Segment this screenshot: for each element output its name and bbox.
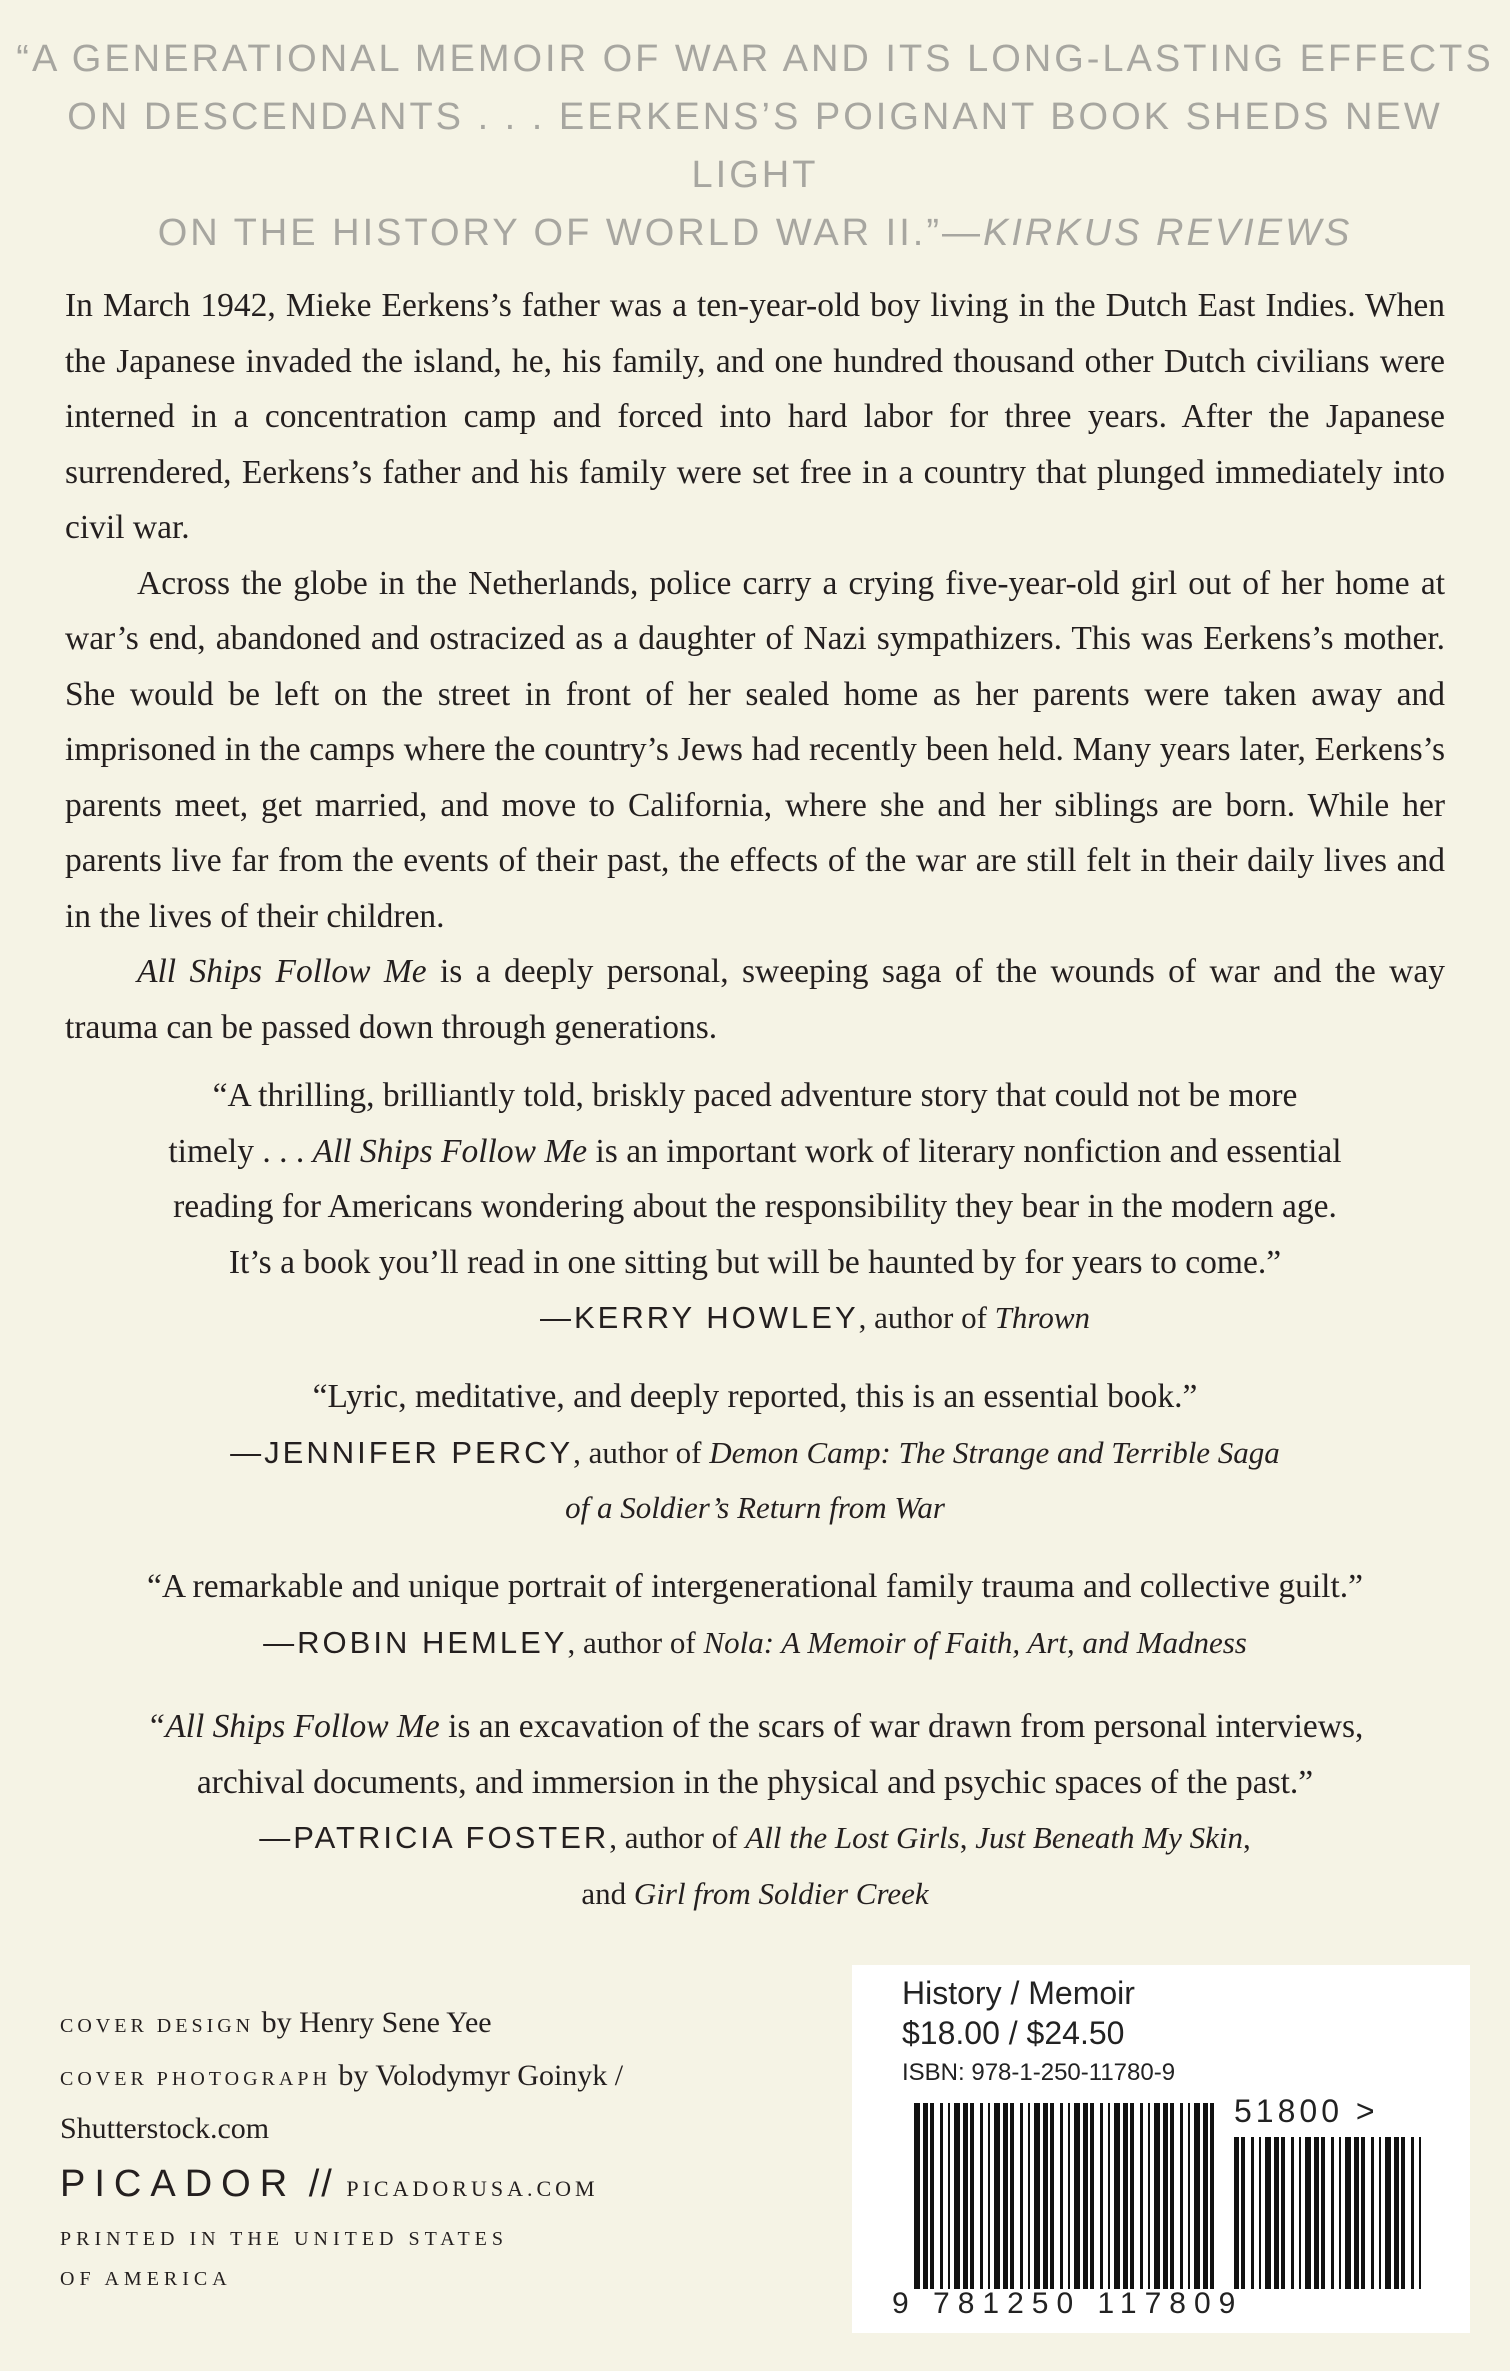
cover-photo-credit: COVER PHOTOGRAPH by Volodymyr Goinyk / (60, 2059, 624, 2092)
blurb-attribution: —PATRICIA FOSTER, author of All the Lost Girls, Just Beneath My Skin, (259, 1820, 1251, 1855)
barcode-bar (1140, 2103, 1143, 2289)
credits: COVER DESIGN by Henry Sene Yee COVER PHOTOGRAPH by Volodymyr Goinyk / Shutterstock.com PICADOR // PICADORUSA.COM PRINTED IN THE UNITED STATES OF AMERICA (60, 1998, 820, 2299)
book-title: All Ships Follow Me (137, 953, 427, 990)
barcode-bar (1083, 2103, 1088, 2289)
addon-bar (1354, 2137, 1359, 2289)
addon-bar (1281, 2137, 1285, 2289)
barcode-bar (963, 2103, 968, 2289)
publisher-url: PICADORUSA.COM (346, 2176, 599, 2201)
blurb-foster: “All Ships Follow Me is an excavation of the scars of war drawn from personal interviews, archival documents, and immersion in the physical and psychic spaces of the past.” —PATRICIA FOSTER, author of All the Lost Girls, Just Beneath My Skin, and Girl from Soldier Creek (0, 1699, 1510, 1921)
barcode-bar (988, 2103, 990, 2289)
header-line-2: ON DESCENDANTS . . . EERKENS’S POIGNANT BOOK SHEDS NEW LIGHT (67, 96, 1443, 196)
addon-bar (1251, 2137, 1254, 2289)
addon-bar (1259, 2137, 1261, 2289)
blurb-attribution: —ROBIN HEMLEY, author of Nola: A Memoir of Faith, Art, and Madness (263, 1624, 1247, 1660)
addon-bar (1265, 2137, 1271, 2289)
addon-bar (1234, 2137, 1239, 2289)
barcode-bar (1020, 2103, 1023, 2289)
addon-bar (1321, 2137, 1325, 2289)
review-source: KIRKUS REVIEWS (983, 212, 1353, 254)
barcode-bar (1170, 2103, 1174, 2289)
barcode-bar (914, 2103, 920, 2289)
barcode-bar (1050, 2103, 1054, 2289)
barcode-bar (1130, 2103, 1134, 2289)
barcode-bar (1060, 2103, 1063, 2289)
barcode-digits: 9 781250 117809 (892, 2287, 1244, 2320)
barcode-bar (970, 2103, 974, 2289)
synopsis-paragraph-2: Across the globe in the Netherlands, police carry a crying five-year-old girl out of her home at war’s end, abandoned and ostracized as a daughter of Nazi sympathizers. This was Eerkens’s mother. She would be left on the street in front of her sealed home as her parents were taken away and imprisoned in the camps where the country’s Jews had recently been held. Many years later, Eerkens’s parents meet, get married, and move to California, where she and her siblings are born. While her parents live far from the events of their past, the effects of the war are still felt in their daily lives and in the lives of their children. (65, 564, 1445, 935)
barcode-bar (1074, 2103, 1080, 2289)
blurb-hemley: “A remarkable and unique portrait of intergenerational family trauma and collective guilt.” —ROBIN HEMLEY, author of Nola: A Memoir of Faith, Art, and Madness (0, 1559, 1510, 1670)
blurb-attribution: —JENNIFER PERCY, author of Demon Camp: The Strange and Terrible Saga (230, 1434, 1280, 1470)
blurb-howley: “A thrilling, brilliantly told, briskly paced adventure story that could not be more timely . . . All Ships Follow Me is an important work of literary nonfiction and essential reading for Americans wondering about the responsibility they bear in the modern age. It’s a book you’ll read in one sitting but will be haunted by for years to come.” —KERRY HOWLEY, author of Thrown (0, 1068, 1510, 1346)
price: $18.00 / $24.50 (902, 2015, 1125, 2051)
barcode-bar (940, 2103, 943, 2289)
addon-bar (1331, 2137, 1334, 2289)
addon-bar (1361, 2137, 1365, 2289)
barcode-bar (1188, 2103, 1190, 2289)
barcode-bar (1123, 2103, 1128, 2289)
barcode-bar (1148, 2103, 1150, 2289)
barcode-bar (1194, 2103, 1200, 2289)
addon-bar (1339, 2137, 1341, 2289)
addon-bar (1291, 2137, 1294, 2289)
barcode-bar (1034, 2103, 1040, 2289)
publisher-logo: PICADOR (60, 2163, 297, 2205)
barcode-bar (994, 2103, 1000, 2289)
barcode-bar (1203, 2103, 1208, 2289)
printed-in-1: PRINTED IN THE UNITED STATES (60, 2228, 509, 2250)
barcode-bar (980, 2103, 983, 2289)
barcode-bar (1003, 2103, 1008, 2289)
cover-design-credit: COVER DESIGN by Henry Sene Yee (60, 2006, 492, 2039)
price-addon-digits: 51800 > (1234, 2093, 1379, 2129)
barcode-bar (948, 2103, 950, 2289)
bisac-category: History / Memoir (902, 1975, 1135, 2011)
addon-bar (1394, 2137, 1399, 2289)
addon-bar (1401, 2137, 1405, 2289)
barcode-bar (1100, 2103, 1103, 2289)
addon-bar (1241, 2137, 1245, 2289)
barcode-bars (852, 1965, 1470, 2333)
barcode-bar (1028, 2103, 1030, 2289)
barcode-bar (1154, 2103, 1160, 2289)
addon-bar (1385, 2137, 1391, 2289)
printed-in-2: OF AMERICA (60, 2268, 232, 2290)
synopsis-paragraph-3: All Ships Follow Me is a deeply personal, sweeping saga of the wounds of war and the way trauma can be passed down through generations. (65, 953, 1445, 1046)
addon-bar (1371, 2137, 1374, 2289)
barcode-label (852, 1965, 1470, 2333)
addon-bar (1419, 2137, 1421, 2289)
barcode-bar (1010, 2103, 1014, 2289)
blurb-attribution: —KERRY HOWLEY, author of Thrown (539, 1300, 1091, 1335)
addon-bar (1345, 2137, 1351, 2289)
addon-bar (1299, 2137, 1301, 2289)
barcode-bar (1043, 2103, 1048, 2289)
barcode-bar (1108, 2103, 1110, 2289)
barcode-bar (1180, 2103, 1183, 2289)
blurb-percy: “Lyric, meditative, and deeply reported, this is an essential book.” —JENNIFER PERCY, author of Demon Camp: The Strange and Terrible Saga of a Soldier’s Return from War (0, 1369, 1510, 1536)
addon-bar (1379, 2137, 1381, 2289)
addon-bar (1314, 2137, 1319, 2289)
synopsis (65, 278, 1445, 1055)
kirkus-review-header (0, 30, 1510, 262)
addon-bar (1305, 2137, 1311, 2289)
barcode-bar (954, 2103, 960, 2289)
addon-bar (1274, 2137, 1279, 2289)
header-line-3: ON THE HISTORY OF WORLD WAR II.”—KIRKUS REVIEWS (157, 212, 1353, 254)
addon-bar (1411, 2137, 1414, 2289)
barcode-bar (1090, 2103, 1094, 2289)
header-line-1: “A GENERATIONAL MEMOIR OF WAR AND ITS LONG-LASTING EFFECTS (16, 38, 1494, 80)
barcode-bar (1114, 2103, 1120, 2289)
isbn: ISBN: 978-1-250-11780-9 (902, 2059, 1176, 2086)
barcode-bar (1210, 2103, 1214, 2289)
barcode-bar (1163, 2103, 1168, 2289)
synopsis-paragraph-1: In March 1942, Mieke Eerkens’s father was a ten-year-old boy living in the Dutch East Indies. When the Japanese invaded the island, he, his family, and one hundred thousand other Dutch civilians were interned in a concentration camp and forced into hard labor for three years. After the Japanese surrendered, Eerkens’s father and his family were set free in a country that plunged immediately into civil war. (65, 287, 1445, 546)
barcode-bar (930, 2103, 934, 2289)
publisher-line: PICADOR // PICADORUSA.COM (60, 2163, 599, 2205)
barcode-bar (1068, 2103, 1070, 2289)
barcode-bar (923, 2103, 928, 2289)
